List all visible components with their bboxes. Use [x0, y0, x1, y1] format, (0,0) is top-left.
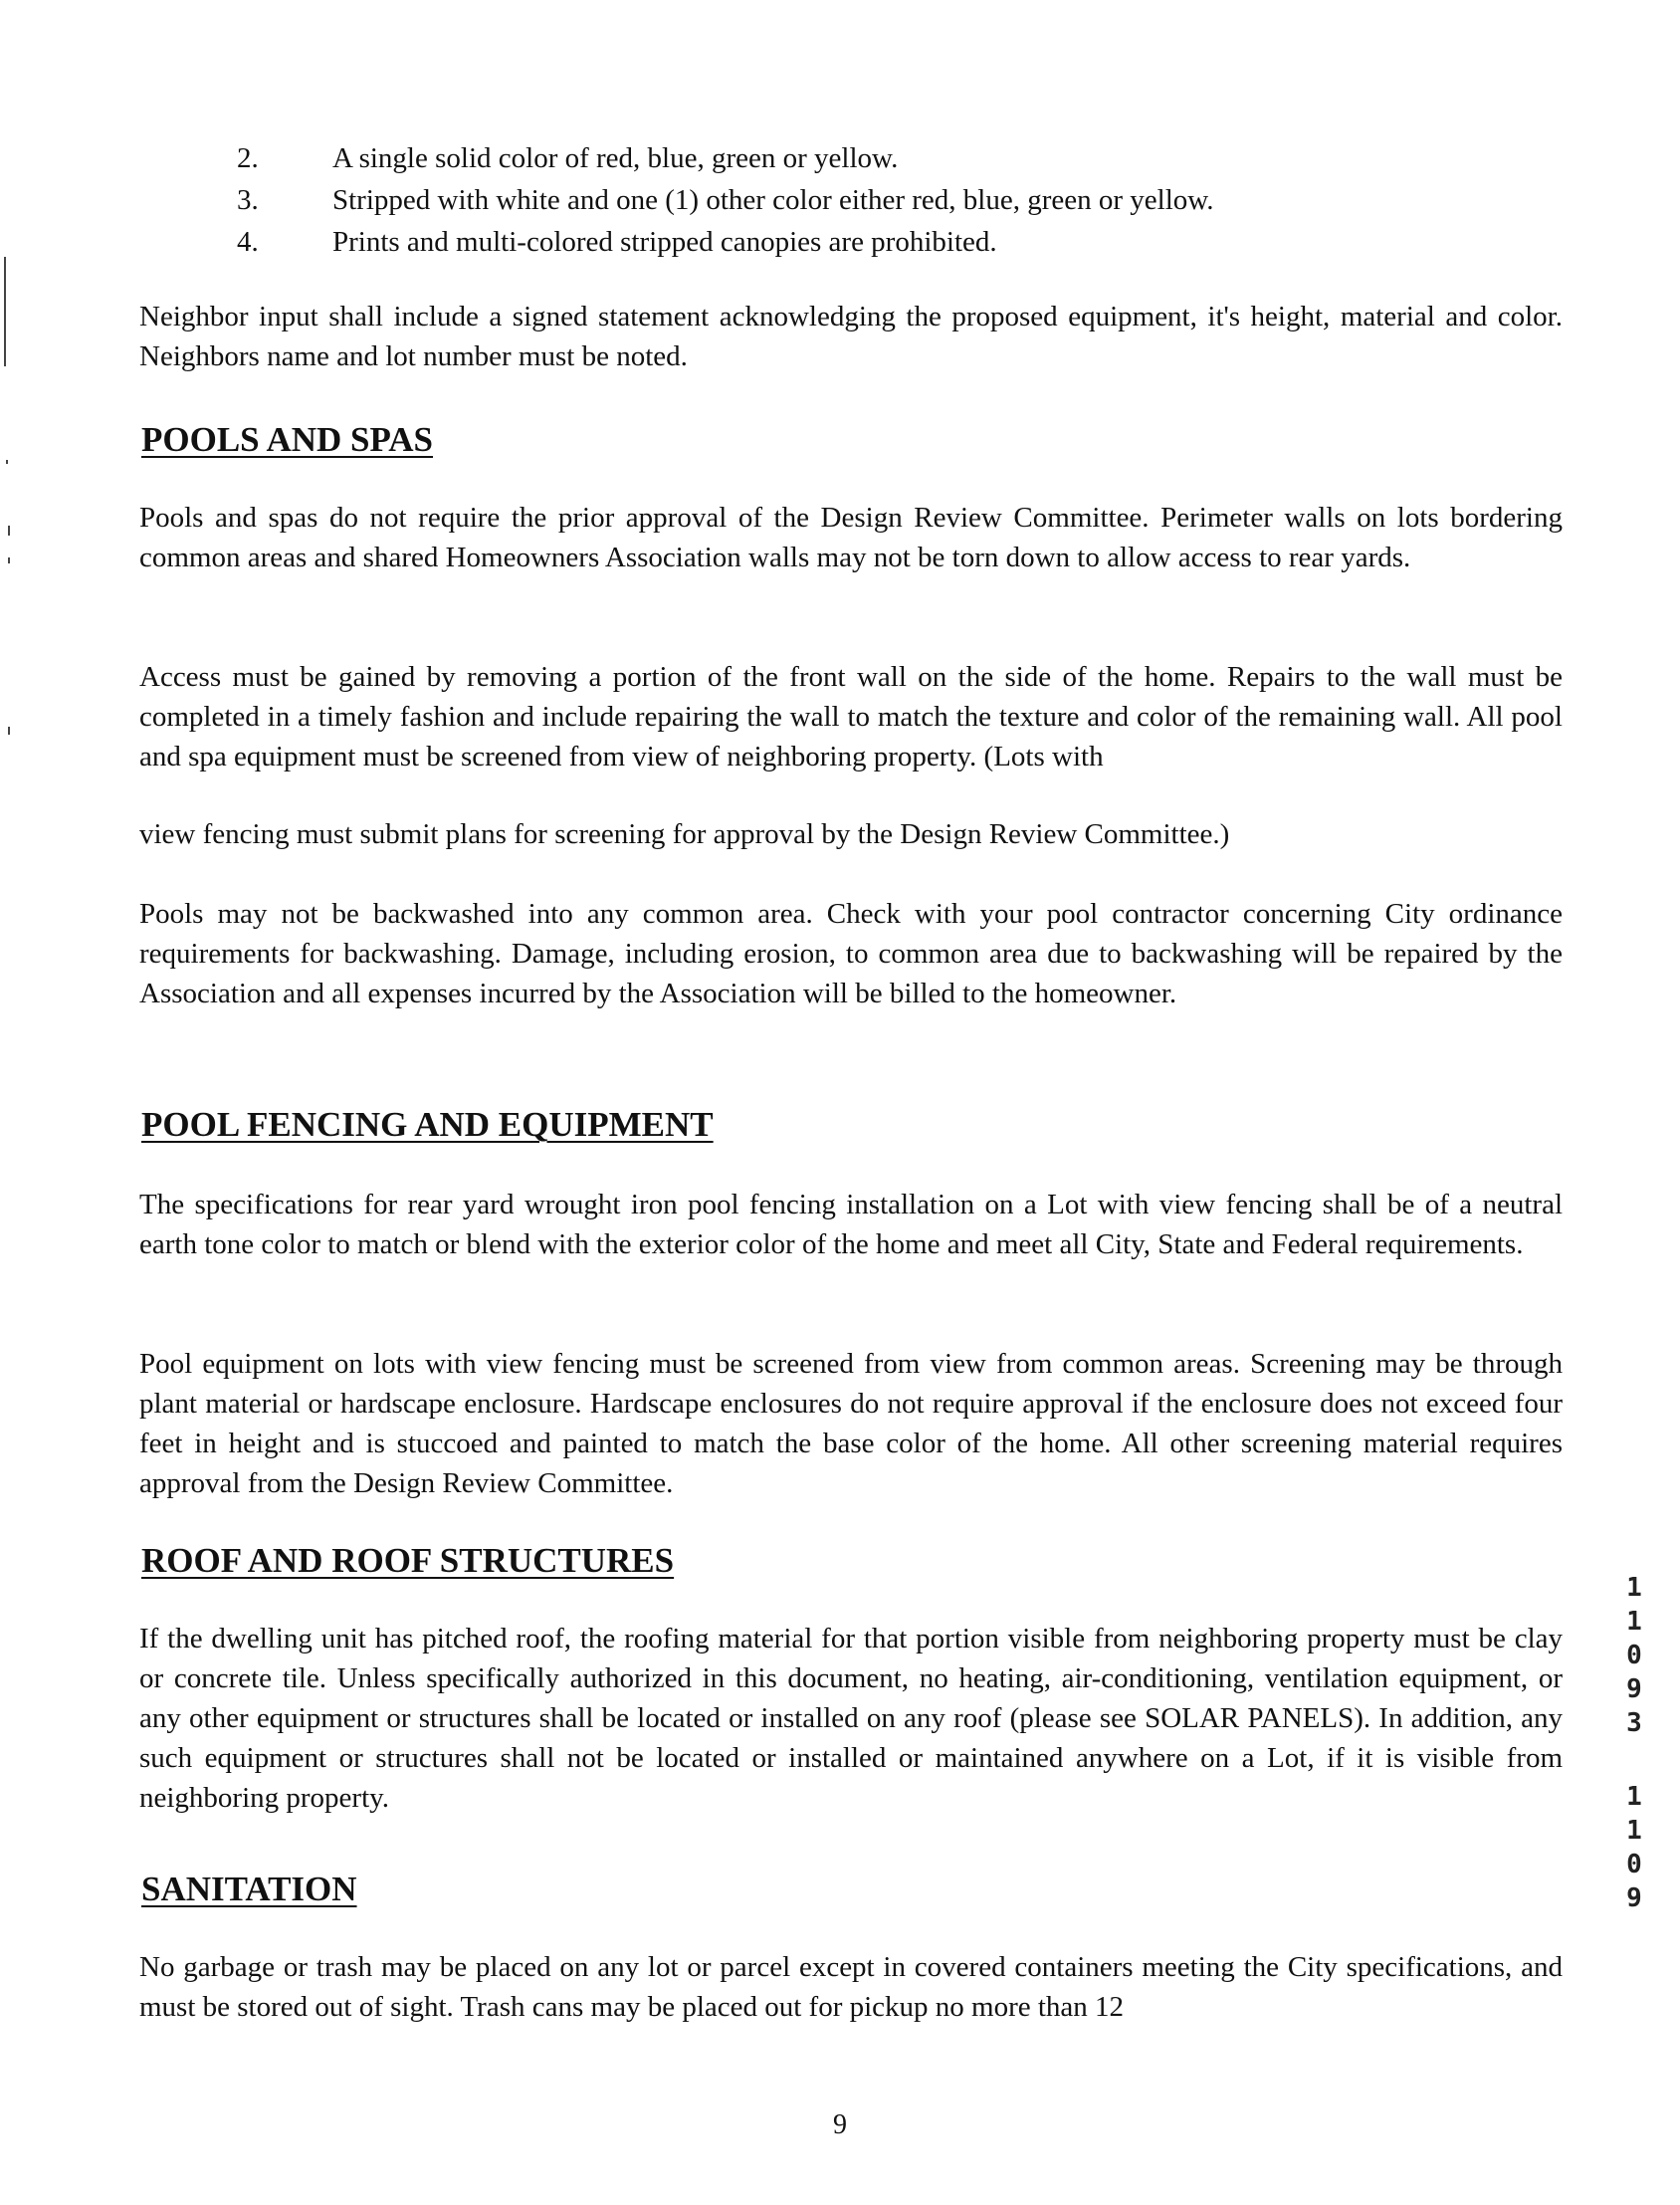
stamp-digit: 0: [1626, 1850, 1642, 1879]
scan-artifact-dot: [8, 557, 10, 563]
pools-paragraph-3: Pools may not be backwashed into any common area. Check with your pool contractor concerning City ordinance requirements for backwashing. Damage, including erosion, to common area due to backwashing will be repaired by the Association and all expenses incurred by the Association will be billed to the homeowner.: [139, 898, 1563, 1009]
sanitation-heading: SANITATION: [141, 1870, 357, 1908]
page-number: 9: [833, 2109, 847, 2140]
margin-stamp-top: [1620, 1571, 1648, 1740]
list-item-text: Stripped with white and one (1) other color either red, blue, green or yellow.: [332, 184, 1214, 216]
stamp-digit: 0: [1626, 1641, 1642, 1670]
pools-paragraph-1: Pools and spas do not require the prior approval of the Design Review Committee. Perimeter walls on lots bordering common areas and shared Homeowners Association walls may not be torn down to allow access to rear yards.: [139, 502, 1563, 573]
stamp-digit: 1: [1626, 1607, 1642, 1637]
list-item-text: Prints and multi-colored stripped canopies are prohibited.: [332, 226, 997, 258]
fencing-paragraph-1: The specifications for rear yard wrought iron pool fencing installation on a Lot with view fencing shall be of a neutral earth tone color to match or blend with the exterior color of the home and meet all City, State and Federal requirements.: [139, 1189, 1563, 1260]
roof-heading: ROOF AND ROOF STRUCTURES: [141, 1541, 675, 1580]
stamp-digit: 9: [1626, 1883, 1642, 1913]
stamp-digit: 1: [1626, 1782, 1642, 1812]
list-item-number: 4.: [237, 226, 259, 258]
fencing-paragraph-2: Pool equipment on lots with view fencing must be screened from view from common areas. Screening may be through plant material or hardscape enclosure. Hardscape enclosures do not require approval if the enclosure does not exceed four feet in height and is stuccoed and painted to match the base color of the home. All other screening material requires approval from the Design Review Committee.: [139, 1348, 1563, 1499]
list-item-number: 3.: [237, 184, 259, 216]
pools-and-spas-heading: POOLS AND SPAS: [141, 420, 434, 459]
stamp-digit: 1: [1626, 1816, 1642, 1846]
scan-artifact-dot: [6, 460, 8, 464]
canopy-color-list: [237, 137, 1431, 263]
scan-artifact-dot: [8, 526, 10, 536]
scan-artifact-line: [4, 257, 6, 366]
list-item: [237, 137, 1431, 179]
stamp-digit: 3: [1626, 1708, 1642, 1738]
stamp-digit: 9: [1626, 1674, 1642, 1704]
roof-paragraph-1: If the dwelling unit has pitched roof, the roofing material for that portion visible from neighboring property must be clay or concrete tile. Unless specifically authorized in this document, no heating, air-conditioning, ventilation equipment, or any other equipment or structures shall be located or installed on any roof (please see SOLAR PANELS). In addition, any such equipment or structures shall not be located or installed or maintained anywhere on a Lot, if it is visible from neighboring property.: [139, 1623, 1563, 1814]
list-item-number: 2.: [237, 142, 259, 174]
list-item: [237, 221, 1431, 263]
list-item-text: A single solid color of red, blue, green or yellow.: [332, 142, 899, 174]
list-item: [237, 179, 1431, 221]
pools-paragraph-2-continued: view fencing must submit plans for screening for approval by the Design Review Committee.): [139, 818, 1230, 850]
stamp-digit: 1: [1626, 1573, 1642, 1603]
sanitation-paragraph-1: No garbage or trash may be placed on any lot or parcel except in covered containers meeting the City specifications, and must be stored out of sight. Trash cans may be placed out for pickup no more than 12: [139, 1951, 1563, 2023]
margin-stamp-bottom: [1620, 1780, 1648, 1915]
scan-artifact-dot: [8, 727, 10, 735]
pools-paragraph-2: Access must be gained by removing a portion of the front wall on the side of the home. Repairs to the wall must be completed in a timely fashion and include repairing the wall to match the texture and color of the remaining wall. All pool and spa equipment must be screened from view of neighboring property. (Lots with: [139, 661, 1563, 772]
pool-fencing-heading: POOL FENCING AND EQUIPMENT: [141, 1105, 714, 1144]
neighbor-input-paragraph: Neighbor input shall include a signed statement acknowledging the proposed equipment, it's height, material and color. Neighbors name and lot number must be noted.: [139, 301, 1563, 372]
